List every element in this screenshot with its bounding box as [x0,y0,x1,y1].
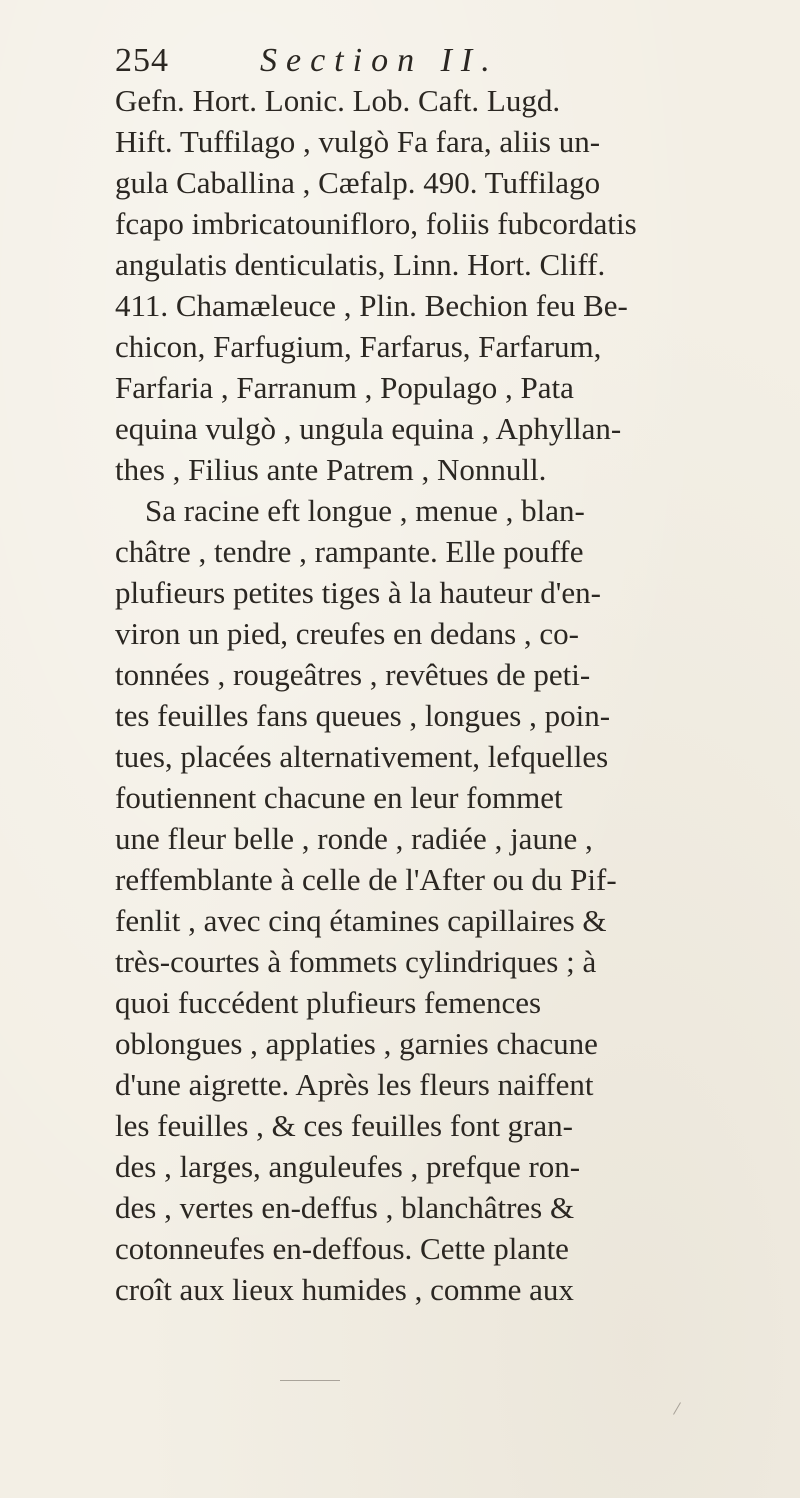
bleed-mark [673,1402,681,1415]
text-line: equina vulgò , ungula equina , Aphyllan- [115,411,622,446]
body-text [115,80,745,1310]
text-line: oblongues , applaties , garnies chacune [115,1026,598,1061]
text-line: les feuilles , & ces feuilles font gran- [115,1108,573,1143]
text-line: des , vertes en-deffus , blanchâtres & [115,1190,575,1225]
text-line: fcapo imbricatounifloro, foliis fubcordatis [115,206,637,241]
text-line: une fleur belle , ronde , radiée , jaune , [115,821,593,856]
text-line: croît aux lieux humides , comme aux [115,1272,574,1307]
text-line: angulatis denticulatis, Linn. Hort. Cliff. [115,247,606,282]
text-line: tues, placées alternativement, lefquelles [115,739,609,774]
paragraph-description [115,490,745,1310]
bleed-through-marks [0,1370,800,1430]
text-line: d'une aigrette. Après les fleurs naiffent [115,1067,594,1102]
text-line: viron un pied, creufes en dedans , co- [115,616,579,651]
text-line: foutiennent chacune en leur fommet [115,780,563,815]
running-title: Section II. [260,42,499,79]
text-line: Gefn. Hort. Lonic. Lob. Caft. Lugd. [115,83,561,118]
bleed-mark [280,1380,340,1381]
text-line: châtre , tendre , rampante. Elle pouffe [115,534,584,569]
text-line: tonnées , rougeâtres , revêtues de peti- [115,657,591,692]
text-line: reffemblante à celle de l'After ou du Pif- [115,862,617,897]
text-line: Hift. Tuffilago , vulgò Fa fara, aliis un- [115,124,601,159]
text-line: Sa racine eft longue , menue , blan- [145,493,585,528]
text-line: gula Caballina , Cæfalp. 490. Tuffilago [115,165,601,200]
text-line: chicon, Farfugium, Farfarus, Farfarum, [115,329,602,364]
text-line: tes feuilles fans queues , longues , poin- [115,698,611,733]
text-line: Farfaria , Farranum , Populago , Pata [115,370,574,405]
text-line: des , larges, anguleufes , prefque ron- [115,1149,581,1184]
text-line: plufieurs petites tiges à la hauteur d'en- [115,575,601,610]
text-line: thes , Filius ante Patrem , Nonnull. [115,452,547,487]
text-line: cotonneufes en-deffous. Cette plante [115,1231,569,1266]
text-line: quoi fuccédent plufieurs femences [115,985,542,1020]
text-line: 411. Chamæleuce , Plin. Bechion feu Be- [115,288,628,323]
page-number: 254 [115,42,169,79]
paragraph-synonyms [115,80,745,490]
text-line: fenlit , avec cinq étamines capillaires & [115,903,607,938]
text-line: très-courtes à fommets cylindriques ; à [115,944,597,979]
